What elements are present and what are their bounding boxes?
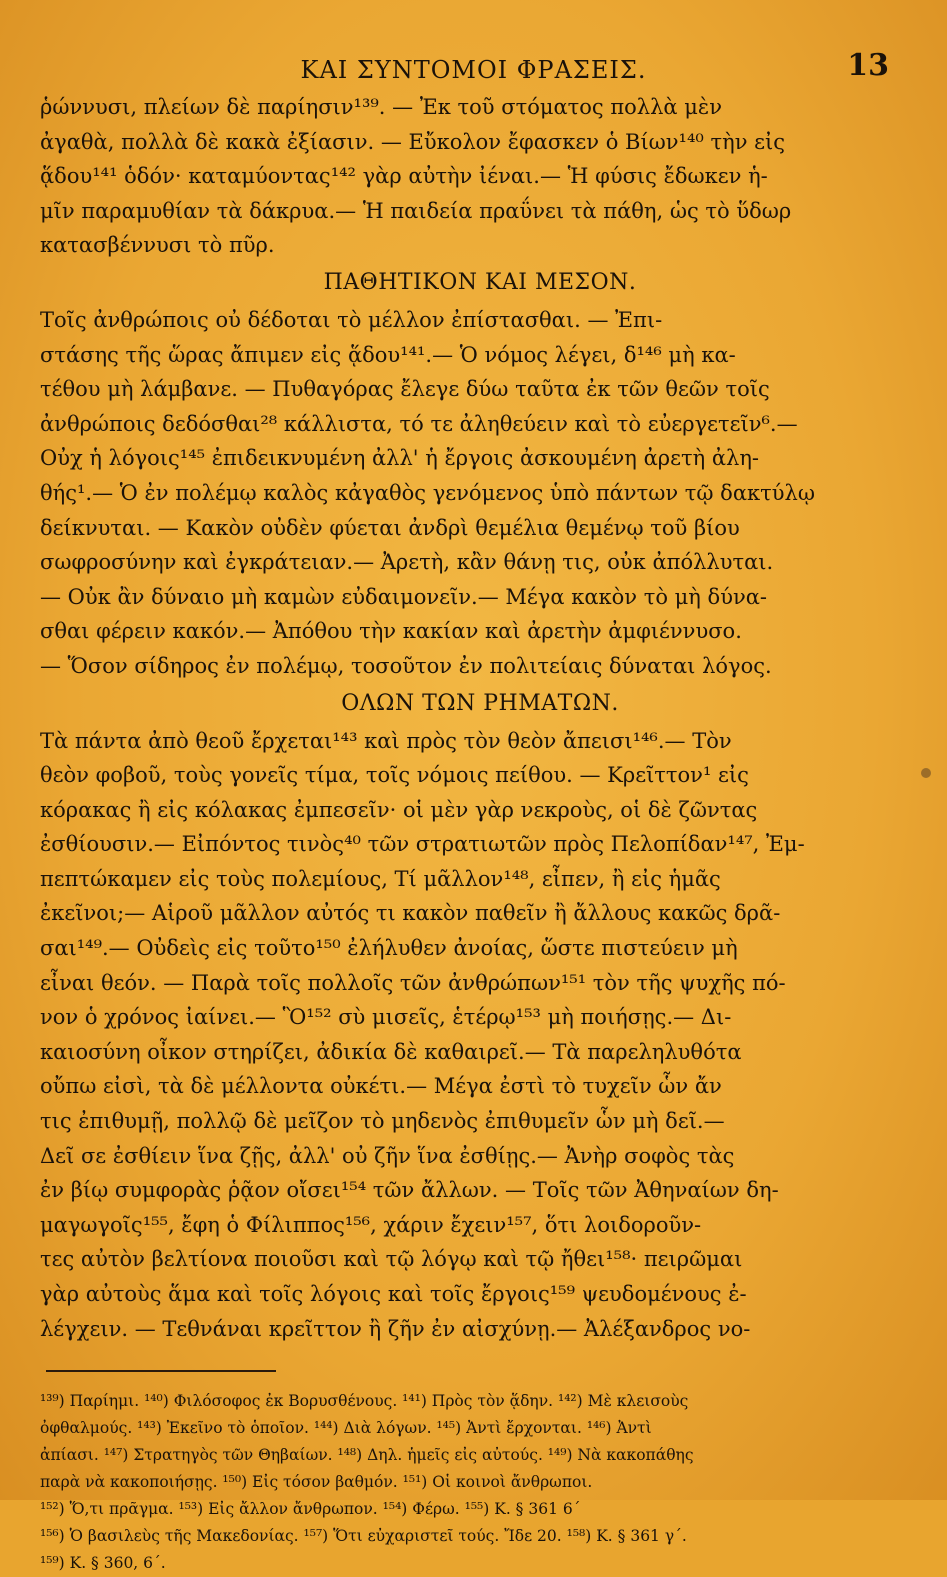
ink-spot [921,768,931,778]
text-line: οὔπω εἰσὶ, τὰ δὲ μέλλοντα οὐκέτι.— Μέγα ἐστὶ τὸ τυχεῖν ὧν ἄν [40,1074,722,1099]
footnote-divider [46,1370,276,1372]
footnote-line: ὀφθαλμούς. ¹⁴³) Ἐκεῖνο τὸ ὁποῖον. ¹⁴⁴) Διὰ λόγων. ¹⁴⁵) Ἀντὶ ἔρχονται. ¹⁴⁶) Ἀντὶ [40,1419,652,1438]
text-line: κόρακας ἢ εἰς κόλακας ἐμπεσεῖν· οἱ μὲν γὰρ νεκροὺς, οἱ δὲ ζῶντας [40,797,758,822]
text-line: ἐκεῖνοι;— Αἱροῦ μᾶλλον αὐτός τι κακὸν παθεῖν ἢ ἄλλους κακῶς δρᾶ- [40,901,781,926]
text-line: τέθου μὴ λάμβανε. — Πυθαγόρας ἔλεγε δύω ταῦτα ἐκ τῶν θεῶν τοῖς [40,377,770,402]
text-line: Δεῖ σε ἐσθίειν ἵνα ζῇς, ἀλλ' οὐ ζῆν ἵνα ἐσθίῃς.— Ἀνὴρ σοφὸς τὰς [40,1143,735,1168]
text-line: στάσης τῆς ὥρας ἄπιμεν εἰς ᾅδου¹⁴¹.— Ὁ νόμος λέγει, δ¹⁴⁶ μὴ κα- [40,342,736,367]
text-line: θεὸν φοβοῦ, τοὺς γονεῖς τίμα, τοῖς νόμοις πείθου. — Κρεῖττον¹ εἰς [40,763,749,788]
paragraph-block-2 [40,303,920,684]
text-line: μαγωγοῖς¹⁵⁵, ἔφη ὁ Φίλιππος¹⁵⁶, χάριν ἔχειν¹⁵⁷, ὅτι λοιδοροῦν- [40,1212,702,1237]
text-line: — Ὅσον σίδηρος ἐν πολέμῳ, τοσοῦτον ἐν πολιτείαις δύναται λόγος. [40,653,772,678]
text-line: δείκνυται. — Κακὸν οὐδὲν φύεται ἀνδρὶ θεμέλια θεμένῳ τοῦ βίου [40,515,740,540]
text-line: τις ἐπιθυμῇ, πολλῷ δὲ μεῖζον τὸ μηδενὸς ἐπιθυμεῖν ὧν μὴ δεῖ.— [40,1109,725,1134]
text-line: γὰρ αὐτοὺς ἅμα καὶ τοῖς λόγοις καὶ τοῖς ἔργοις¹⁵⁹ ψευδομένους ἐ- [40,1282,747,1306]
footnotes [40,1388,920,1577]
text-line: θής¹.— Ὁ ἐν πολέμῳ καλὸς κἀγαθὸς γενόμενος ὑπὸ πάντων τῷ δακτύλῳ [40,480,815,505]
footnote-line: ¹⁵²) Ὅ,τι πρᾶγμα. ¹⁵³) Εἰς ἄλλον ἄνθρωπον. ¹⁵⁴) Φέρω. ¹⁵⁵) Κ. § 361 6´ [40,1500,581,1519]
text-line: — Οὐκ ἂν δύναιο μὴ καμὼν εὐδαιμονεῖν.— Μέγα κακὸν τὸ μὴ δύνα- [40,584,768,609]
running-title: ΚΑΙ ΣΥΝΤΟΜΟΙ ΦΡΑΣΕΙΣ. [300,56,647,84]
section-heading: ΟΛΩΝ ΤΩΝ ΡΗΜΑΤΩΝ. [341,690,619,716]
text-line: λέγχειν. — Τεθνάναι κρεῖττον ἢ ζῆν ἐν αἰσχύνῃ.— Ἀλέξανδρος νο- [40,1316,751,1341]
paragraph-block-3 [40,724,920,1347]
text-line: εἶναι θεόν. — Παρὰ τοῖς πολλοῖς τῶν ἀνθρώπων¹⁵¹ τὸν τῆς ψυχῆς πό- [40,970,786,995]
text-line: κατασβέννυσι τὸ πῦρ. [40,233,275,258]
footnote-line: ¹⁵⁶) Ὁ βασιλεὺς τῆς Μακεδονίας. ¹⁵⁷) Ὅτι εὐχαριστεῖ τούς. Ἴδε 20. ¹⁵⁸) Κ. § 361 γ´. [40,1527,687,1546]
footnote-line: παρὰ νὰ κακοποιήσῃς. ¹⁵⁰) Εἰς τόσον βαθμόν. ¹⁵¹) Οἱ κοινοὶ ἄνθρωποι. [40,1473,593,1492]
text-line: ἐν βίῳ συμφορὰς ῥᾷον οἴσει¹⁵⁴ τῶν ἄλλων. — Τοῖς τῶν Ἀθηναίων δη- [40,1178,779,1203]
footnote-line: ἀπίασι. ¹⁴⁷) Στρατηγὸς τῶν Θηβαίων. ¹⁴⁸) Δηλ. ἡμεῖς εἰς αὐτούς. ¹⁴⁹) Νὰ κακοπάθης [40,1446,694,1465]
page-header [0,48,947,88]
text-line: Οὐχ ἡ λόγοις¹⁴⁵ ἐπιδεικνυμένη ἀλλ' ἡ ἔργοις ἀσκουμένη ἀρετὴ ἀλη- [40,446,760,471]
text-line: σωφροσύνην καὶ ἐγκράτειαν.— Ἀρετὴ, κἂν θάνῃ τις, οὐκ ἀπόλλυται. [40,550,774,575]
text-line: ᾅδου¹⁴¹ ὁδόν· καταμύοντας¹⁴² γὰρ αὐτὴν ἰέναι.— Ἡ φύσις ἔδωκεν ἡ- [40,164,768,189]
text-line: ἀνθρώποις δεδόσθαι²⁸ κάλλιστα, τό τε ἀληθεύειν καὶ τὸ εὐεργετεῖν⁶.— [40,411,798,436]
page-number: 13 [847,48,889,83]
text-line: πεπτώκαμεν εἰς τοὺς πολεμίους, Τί μᾶλλον¹⁴⁸, εἶπεν, ἢ εἰς ἡμᾶς [40,866,721,891]
text-line: σαι¹⁴⁹.— Οὐδεὶς εἰς τοῦτο¹⁵⁰ ἐλήλυθεν ἀνοίας, ὥστε πιστεύειν μὴ [40,936,738,961]
paragraph-block-1 [40,90,920,263]
text-line: ἐσθίουσιν.— Εἰπόντος τινὸς⁴⁰ τῶν στρατιωτῶν πρὸς Πελοπίδαν¹⁴⁷, Ἐμ- [40,832,805,857]
text-line: Τοῖς ἀνθρώποις οὐ δέδοται τὸ μέλλον ἐπίστασθαι. — Ἐπι- [40,307,663,332]
text-line: τες αὐτὸν βελτίονα ποιοῦσι καὶ τῷ λόγῳ καὶ τῷ ἤθει¹⁵⁸· πειρῶμαι [40,1247,743,1272]
text-line: σθαι φέρειν κακόν.— Ἀπόθου τὴν κακίαν καὶ ἀρετὴν ἀμφιέννυσο. [40,619,742,644]
text-line: μῖν παραμυθίαν τὰ δάκρυα.— Ἡ παιδεία πραΰνει τὰ πάθη, ὡς τὸ ὕδωρ [40,198,792,223]
text-line: ῥώννυσι, πλείων δὲ παρίησιν¹³⁹. — Ἐκ τοῦ στόματος πολλὰ μὲν [40,95,722,119]
section-heading: ΠΑΘΗΤΙΚΟΝ ΚΑΙ ΜΕΣΟΝ. [323,269,637,295]
body-text [40,90,920,1577]
text-line: ἀγαθὰ, πολλὰ δὲ κακὰ ἐξίασιν. — Εὔκολον ἔφασκεν ὁ Βίων¹⁴⁰ τὴν εἰς [40,129,786,154]
text-line: νον ὁ χρόνος ἰαίνει.— Ὃ¹⁵² σὺ μισεῖς, ἑτέρῳ¹⁵³ μὴ ποιήσῃς.— Δι- [40,1005,732,1030]
footnote-line: ¹⁵⁹) Κ. § 360, 6´. [40,1554,166,1573]
footnote-line: ¹³⁹) Παρίημι. ¹⁴⁰) Φιλόσοφος ἐκ Βορυσθένους. ¹⁴¹) Πρὸς τὸν ᾅδην. ¹⁴²) Μὲ κλεισοὺς [40,1392,689,1411]
text-line: Τὰ πάντα ἀπὸ θεοῦ ἔρχεται¹⁴³ καὶ πρὸς τὸν θεὸν ἄπεισι¹⁴⁶.— Τὸν [40,728,732,753]
text-line: καιοσύνη οἶκον στηρίζει, ἀδικία δὲ καθαιρεῖ.— Τὰ παρεληλυθότα [40,1039,742,1064]
